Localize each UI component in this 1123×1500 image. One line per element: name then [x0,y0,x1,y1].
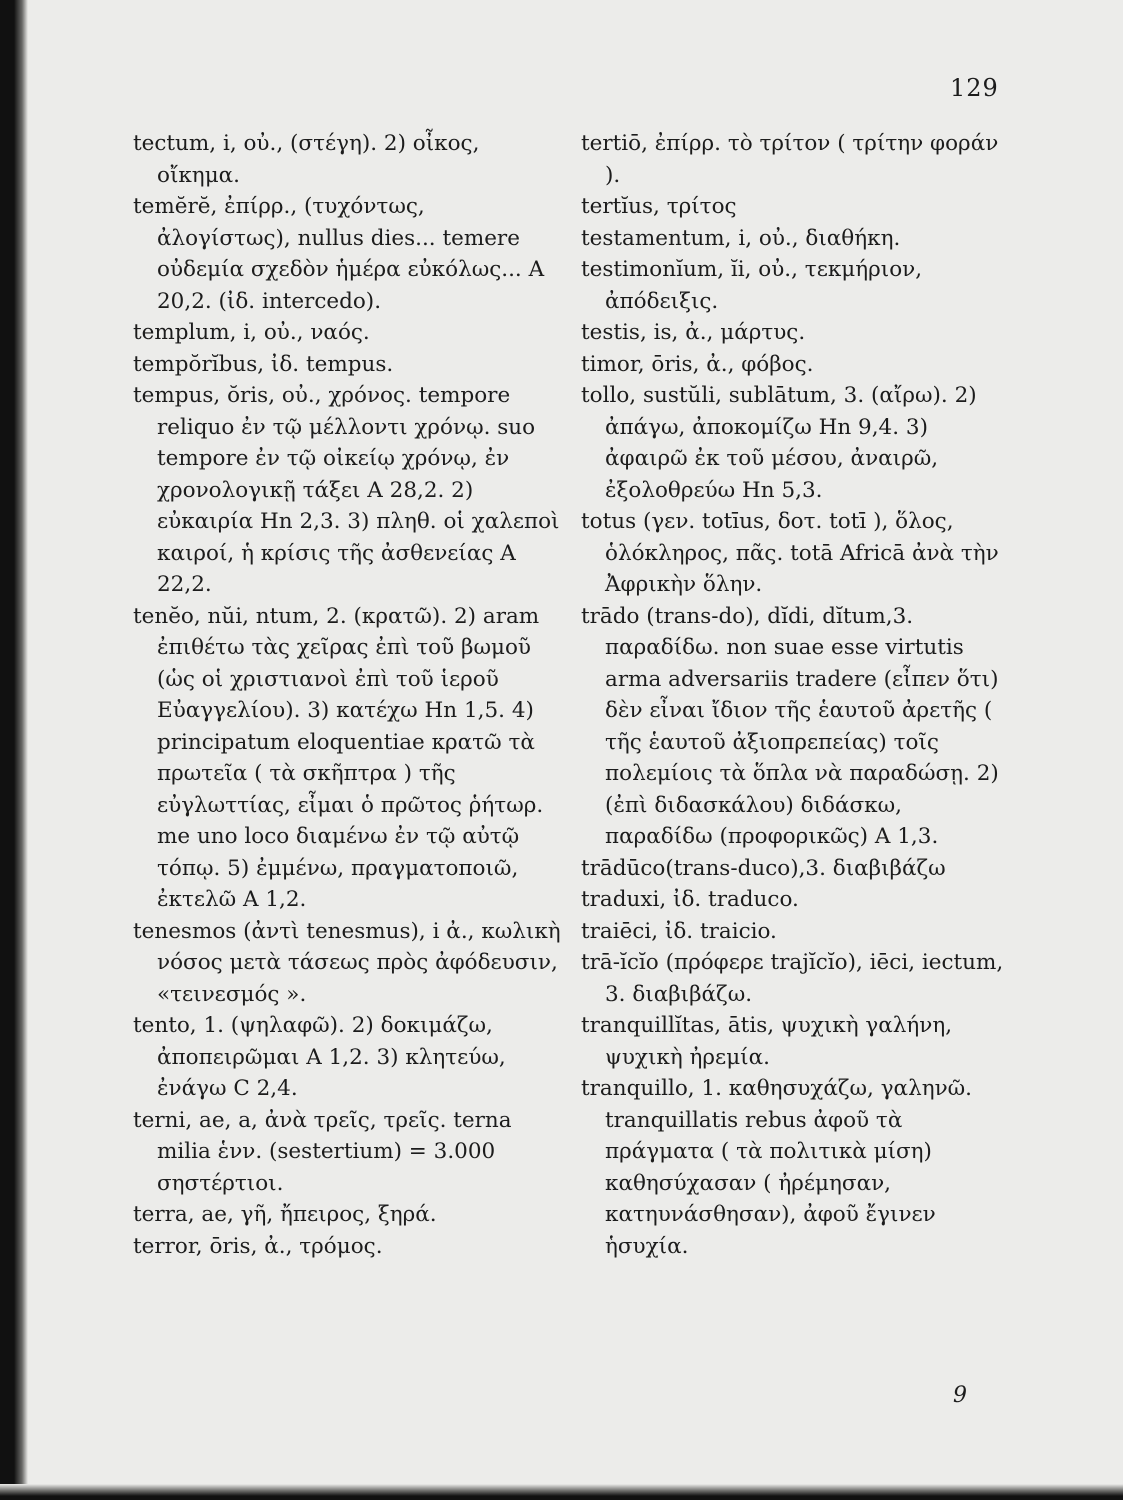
printer-signature-mark: 9 [953,1383,967,1408]
dictionary-entry: tenĕo, nŭi, ntum, 2. (κρατῶ). 2) aram ἐπιθέτω τὰς χεῖρας ἐπὶ τοῦ βωμοῦ (ὡς οἱ χριστιανοὶ ἐπὶ τοῦ ἱεροῦ Εὐαγγελίου). 3) κατέχω Ηn 1,5. 4) principatum eloquentiae κρατῶ τὰ πρωτεῖα ( τὰ σκῆπτρα ) τῆς εὐγλωττίας, εἶμαι ὁ πρῶτος ῥήτωρ. me uno loco διαμένω ἐν τῷ αὐτῷ τόπῳ. 5) ἐμμένω, πραγματοποιῶ, ἐκτελῶ Α 1,2. [133,603,544,912]
dictionary-entry: tempus, ŏris, οὐ., χρόνος. tempore reliquo ἐν τῷ μέλλοντι χρόνῳ. suo tempore ἐν τῷ οἰκείῳ χρόνῳ, ἐν χρονολογικῇ τάξει Α 28,2. 2) εὐκαιρία Ηn 2,3. 3) πληθ. οἱ χαλεποὶ καιροί, ἡ κρίσις τῆς ἀσθενείας Α 22,2. [133,383,560,597]
dictionary-entry: temĕrĕ, ἐπίρρ., (τυχόντως, ἀλογίστως), nullus dies... temere οὐδεμία σχεδὸν ἡμέρα εὐκόλως... Α 20,2. (ἰδ. intercedo). [133,194,545,314]
dictionary-entry: tempŏrĭbus, ἰδ. tempus. [133,351,394,377]
dictionary-entry: tenesmos (ἀντὶ tenesmus), i ἀ., κωλικὴ νόσος μετὰ τάσεως πρὸς ἀφόδευσιν, «τεινεσμός ». [133,918,561,1007]
page-number: 129 [950,74,999,102]
dictionary-entry: traduxi, ἰδ. traduco. [581,887,799,912]
dictionary-entry: trādūco(trans-duco),3. διαβιβάζω [581,855,946,881]
dictionary-entry: tectum, i, οὐ., (στέγη). 2) οἶκος, οἴκημα. [133,131,480,188]
dictionary-entry: timor, ōris, ἀ., φόβος. [581,351,814,377]
dictionary-entry: tertiō, ἐπίρρ. τὸ τρίτον ( τρίτην φοράν ). [581,131,999,188]
scan-bottom-edge [0,1484,1123,1500]
dictionary-entry: totus (γεν. totīus, δοτ. totī ), ὅλος, ὁλόκληρος, πᾶς. totā Africā ἀνὰ τὴν Ἀφρικὴν ὅλην. [581,509,999,597]
dictionary-entry: trā-ĭcĭo (πρόφερε trajĭcĭo), iēci, iectum, 3. διαβιβάζω. [581,950,1004,1007]
dictionary-entry: terra, ae, γῆ, ἤπειρος, ξηρά. [133,1202,437,1227]
right-column [581,128,1013,1262]
dictionary-entry: testimonĭum, ĭi, οὐ., τεκμήριον, ἀπόδειξις. [581,257,923,314]
dictionary-entry: tertĭus, τρίτος [581,194,737,219]
dictionary-entry: tranquillĭtas, ātis, ψυχικὴ γαλήνη, ψυχικὴ ἠρεμία. [581,1013,953,1070]
dictionary-entry: terror, ōris, ἀ., τρόμος. [133,1233,383,1259]
dictionary-entry: trādo (trans-do), dĭdi, dĭtum,3. παραδίδω. non suae esse virtutis arma adversariis tradere (εἶπεν ὅτι) δὲν εἶναι ἴδιον τῆς ἑαυτοῦ ἀρετῆς ( τῆς ἑαυτοῦ ἀξιοπρεπείας) τοῖς πολεμίοις τὰ ὅπλα νὰ παραδώσῃ. 2) (ἐπὶ διδασκάλου) διδάσκω, παραδίδω (προφορικῶς) Α 1,3. [581,603,999,849]
dictionary-entry: traiēci, ἰδ. traicio. [581,918,777,944]
scan-left-edge [0,0,28,1500]
dictionary-entry: templum, i, οὐ., ναός. [133,320,370,345]
dictionary-entry: testis, is, ἀ., μάρτυς. [581,320,806,345]
dictionary-entry: terni, ae, a, ἀνὰ τρεῖς, τρεῖς. terna milia ἑνν. (sestertium) = 3.000 σηστέρτιοι. [133,1107,512,1196]
dictionary-entry: tento, 1. (ψηλαφῶ). 2) δοκιμάζω, ἀποπειρῶμαι Α 1,2. 3) κλητεύω, ἐνάγω C 2,4. [133,1013,506,1101]
dictionary-entry: testamentum, i, οὐ., διαθήκη. [581,225,901,251]
dictionary-entry: tollo, sustŭli, sublātum, 3. (αἴρω). 2) ἀπάγω, ἀποκομίζω Ηn 9,4. 3) ἀφαιρῶ ἐκ τοῦ μέσου, ἀναιρῶ, ἐξολοθρεύω Ηn 5,3. [581,383,977,503]
left-column [133,128,561,1262]
dictionary-entry: tranquillo, 1. καθησυχάζω, γαληνῶ. tranquillatis rebus ἀφοῦ τὰ πράγματα ( τὰ πολιτικὰ μίση) καθησύχασαν ( ἠρέμησαν, κατηυνάσθησαν), ἀφοῦ ἔγινεν ἡσυχία. [581,1076,973,1259]
